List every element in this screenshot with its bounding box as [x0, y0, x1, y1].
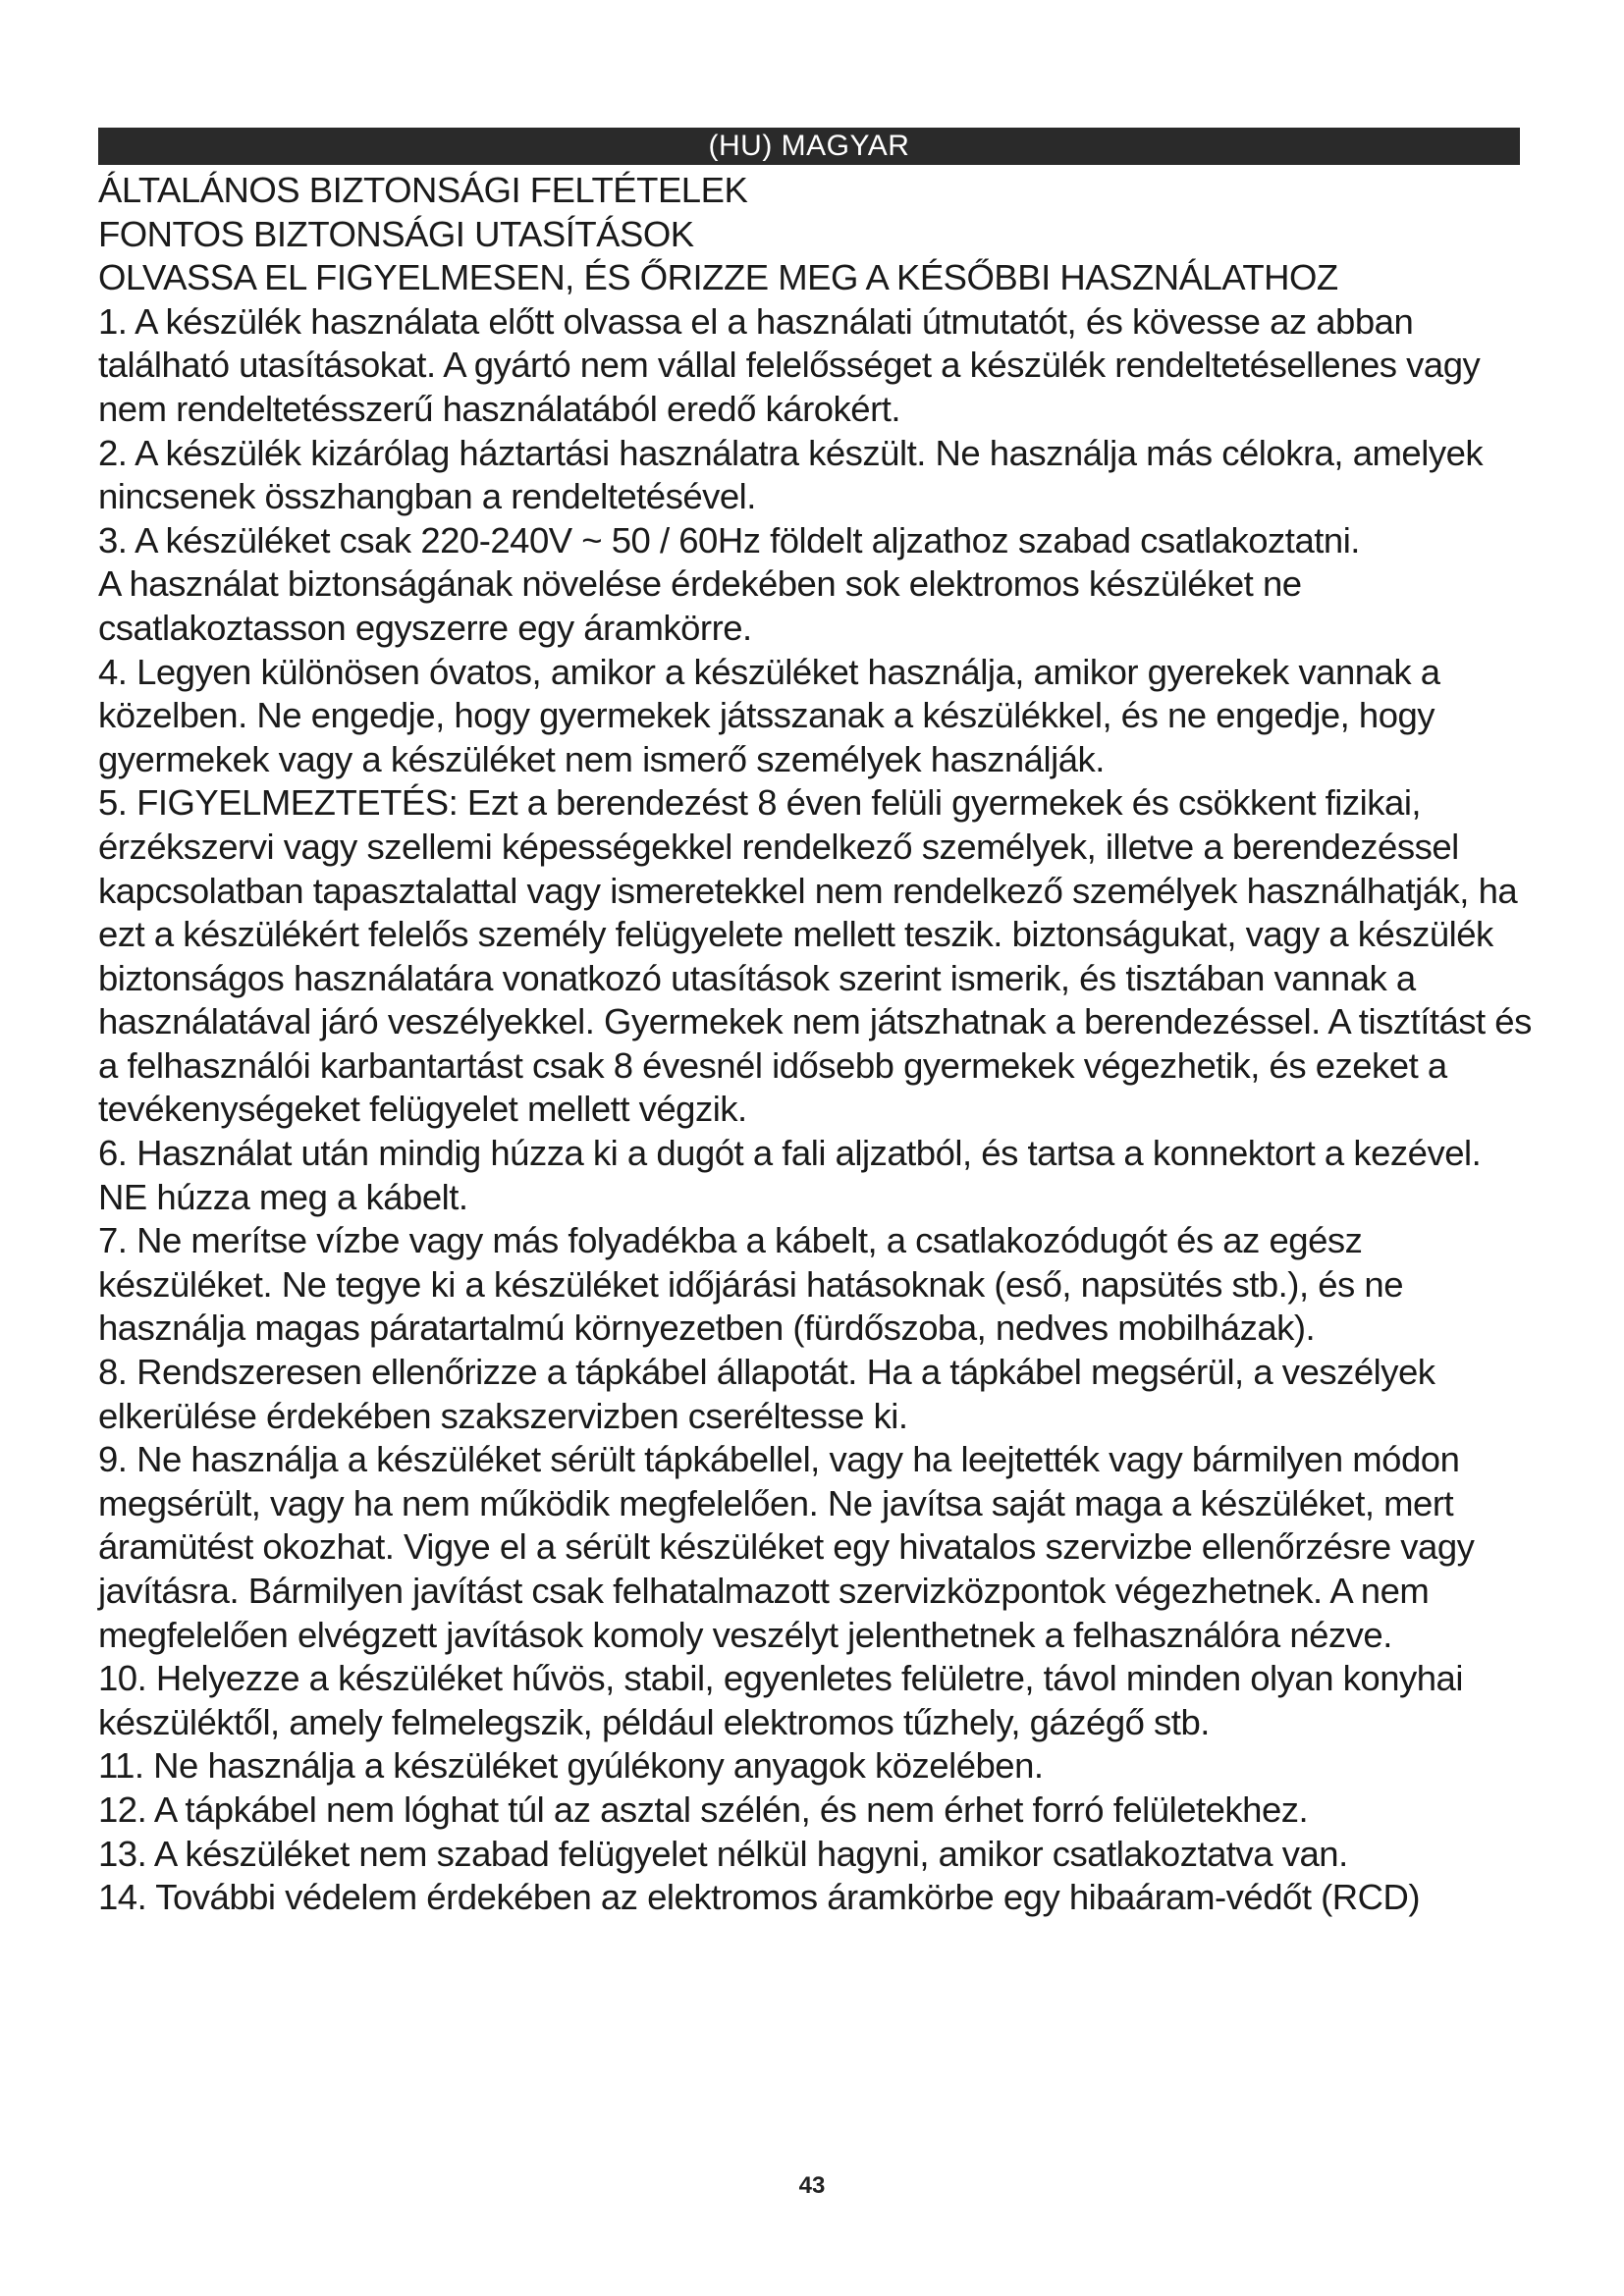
instruction-paragraph: 14. További védelem érdekében az elektromos áramkörbe egy hibaáram-védőt (RCD) [98, 1877, 1420, 1918]
instruction-paragraph: 10. Helyezze a készüléket hűvös, stabil, egyenletes felületre, távol minden olyan konyhai készüléktől, amely felmelegszik, például elektromos tűzhely, gázégő stb. [98, 1658, 1463, 1742]
heading-general-safety: ÁLTALÁNOS BIZTONSÁGI FELTÉTELEK [98, 170, 748, 210]
instruction-paragraph: 7. Ne merítse vízbe vagy más folyadékba a kábelt, a csatlakozódugót és az egész készüléket. Ne tegye ki a készüléket időjárási hatásoknak (eső, napsütés stb.), és ne használja magas páratartalmú környezetben (fürdőszoba, nedves mobilházak). [98, 1220, 1404, 1349]
instruction-paragraph: 4. Legyen különösen óvatos, amikor a készüléket használja, amikor gyerekek vannak a közelben. Ne engedje, hogy gyermekek játsszanak a készülékkel, és ne engedje, hogy gyermekek vagy a készüléket nem ismerő személyek használják. [98, 651, 1440, 779]
heading-read-carefully: OLVASSA EL FIGYELMESEN, ÉS ŐRIZZE MEG A KÉSŐBBI HASZNÁLATHOZ [98, 257, 1338, 298]
instruction-paragraph: 11. Ne használja a készüléket gyúlékony anyagok közelében. [98, 1745, 1044, 1787]
page-number: 43 [798, 2172, 826, 2199]
instruction-paragraph: 12. A tápkábel nem lóghat túl az asztal szélén, és nem érhet forró felületekhez. [98, 1789, 1309, 1830]
language-header-bar [98, 128, 1520, 165]
instruction-paragraph: 5. FIGYELMEZTETÉS: Ezt a berendezést 8 éven felüli gyermekek és csökkent fizikai, érzékszervi vagy szellemi képességekkel rendelkező személyek, illetve a berendezéssel kapcsolatban tapasztalattal vagy ismeretekkel nem rendelkező személyek használhatják, ha ezt a készülékért felelős személy felügyelete mellett teszik. biztonságukat, vagy a készülék biztonságos használatára vonatkozó utasítások szerint ismerik, és tisztában vannak a használatával járó veszélyekkel. Gyermekek nem játszhatnak a berendezéssel. A tisztítást és a felhasználói karbantartást csak 8 évesnél idősebb gyermekek végezhetik, és ezeket a tevékenységeket felügyelet mellett végzik. [98, 782, 1532, 1130]
instruction-paragraph: A használat biztonságának növelése érdekében sok elektromos készüléket ne csatlakoztasson egyszerre egy áramkörre. [98, 563, 1302, 648]
instruction-paragraph: 1. A készülék használata előtt olvassa el a használati útmutatót, és kövesse az abban található utasításokat. A gyártó nem vállal felelősséget a készülék rendeltetésellenes vagy nem rendeltetésszerű használatából eredő károkért. [98, 300, 1481, 429]
instruction-paragraph: 2. A készülék kizárólag háztartási használatra készült. Ne használja más célokra, amelyek nincsenek összhangban a rendeltetésével. [98, 432, 1484, 517]
instruction-paragraph: 8. Rendszeresen ellenőrizze a tápkábel állapotát. Ha a tápkábel megsérül, a veszélyek elkerülése érdekében szakszervizben cseréltesse ki. [98, 1352, 1435, 1436]
instruction-paragraph: 13. A készüléket nem szabad felügyelet nélkül hagyni, amikor csatlakoztatva van. [98, 1833, 1348, 1874]
language-label: (HU) MAGYAR [708, 130, 910, 162]
safety-instructions [98, 169, 1532, 1920]
instruction-paragraph: 3. A készüléket csak 220-240V ~ 50 / 60Hz földelt aljzathoz szabad csatlakoztatni. [98, 519, 1360, 561]
instruction-paragraph: 9. Ne használja a készüléket sérült tápkábellel, vagy ha leejtették vagy bármilyen módon megsérült, vagy ha nem működik megfelelően. Ne javítsa saját maga a készüléket, mert áramütést okozhat. Vigye el a sérült készüléket egy hivatalos szervizbe ellenőrzésre vagy javításra. Bármilyen javítást csak felhatalmazott szervizközpontok végezhetnek. A nem megfelelően elvégzett javítások komoly veszélyt jelenthetnek a felhasználóra nézve. [98, 1439, 1475, 1655]
instruction-paragraph: 6. Használat után mindig húzza ki a dugót a fali aljzatból, és tartsa a konnektort a kezével. NE húzza meg a kábelt. [98, 1133, 1482, 1217]
heading-important-safety: FONTOS BIZTONSÁGI UTASÍTÁSOK [98, 213, 694, 254]
